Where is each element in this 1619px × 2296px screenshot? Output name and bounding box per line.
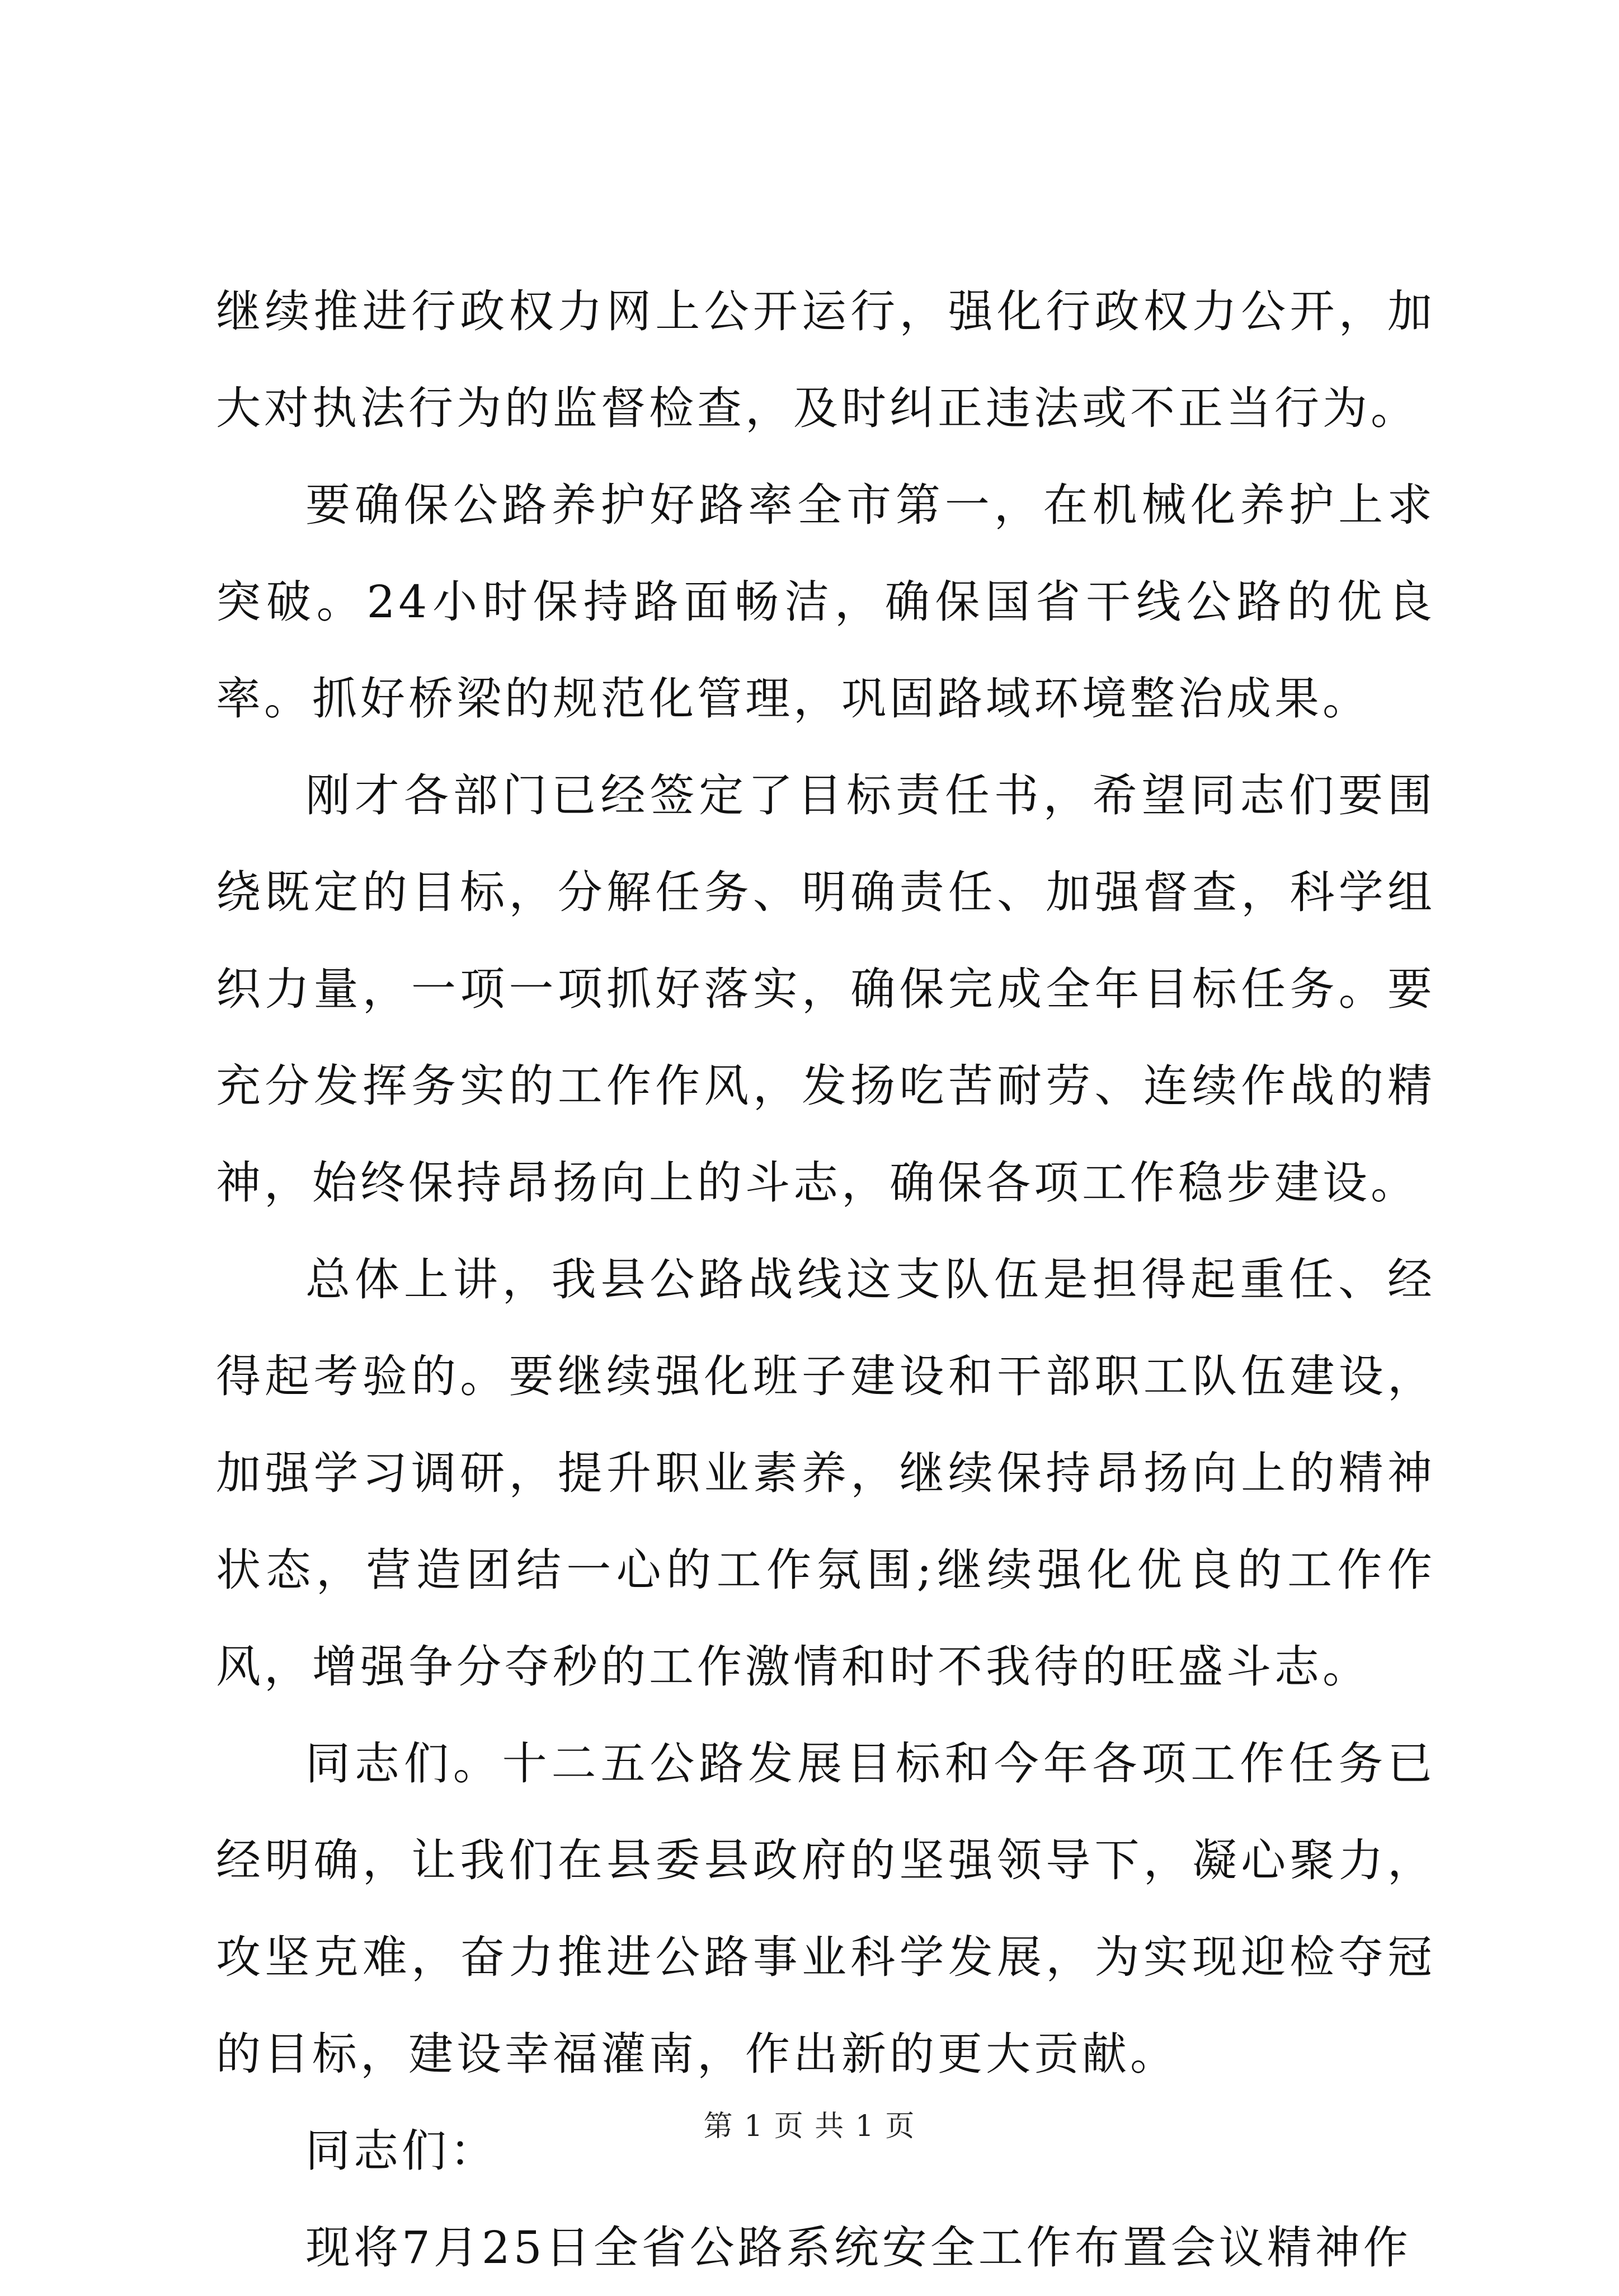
page-footer: 第 1 页 共 1 页 [703, 2110, 916, 2143]
paragraph-7: 现将7月25日全省公路系统安全工作布置会议精神作 [305, 2222, 1411, 2274]
paragraph-4: 总体上讲，我县公路战线这支队伍是担得起重任、经得起考验的。要继续强化班子建设和干部职工队伍建设，加强学习调研，提升职业素养，继续保持昂扬向上的精神状态，营造团结一心的工作氛围;继续强化优良的工作作风，增强争分夺秒的工作激情和时不我待的旺盛斗志。 [216, 1253, 1436, 1693]
paragraph-3: 刚才各部门已经签定了目标责任书，希望同志们要围绕既定的目标，分解任务、明确责任、加强督查，科学组织力量，一项一项抓好落实，确保完成全年目标任务。要充分发挥务实的工作作风，发扬吃苦耐劳、连续作战的精神，始终保持昂扬向上的斗志，确保各项工作稳步建设。 [216, 769, 1436, 1209]
document-body [216, 263, 1436, 2296]
paragraph-5: 同志们。十二五公路发展目标和今年各项工作任务已经明确，让我们在县委县政府的坚强领导下，凝心聚力，攻坚克难，奋力推进公路事业科学发展，为实现迎检夺冠的目标，建设幸福灌南，作出新的更大贡献。 [216, 1738, 1436, 2080]
paragraph-1: 继续推进行政权力网上公开运行，强化行政权力公开，加大对执法行为的监督检查，及时纠正违法或不正当行为。 [216, 285, 1436, 434]
paragraph-6: 同志们： [305, 2125, 498, 2177]
paragraph-2: 要确保公路养护好路率全市第一，在机械化养护上求突破。24小时保持路面畅洁，确保国省干线公路的优良率。抓好桥梁的规范化管理，巩固路域环境整治成果。 [216, 479, 1436, 725]
